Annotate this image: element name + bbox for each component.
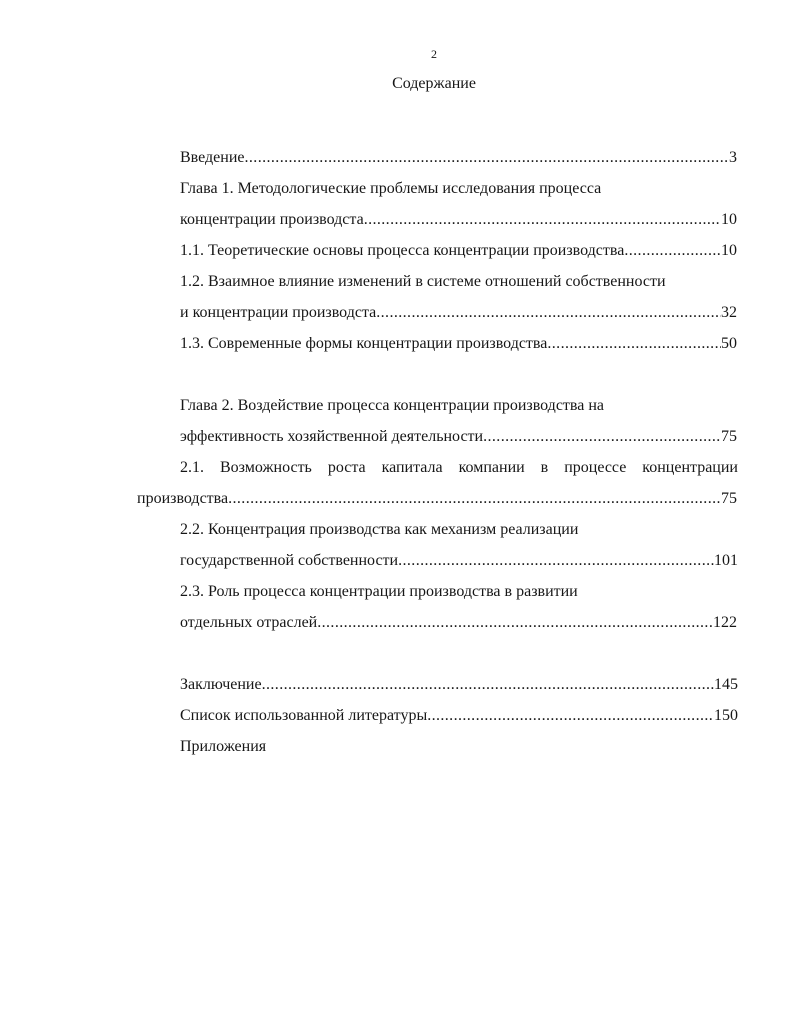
toc-word: 2.1.	[180, 459, 204, 476]
toc-word: компании	[458, 459, 525, 476]
toc-section-2-2-title[interactable]: 2.2. Концентрация производства как механизм реализации	[180, 521, 579, 538]
toc-entry-section-1-3[interactable]	[180, 334, 737, 354]
toc-entry-conclusion[interactable]	[180, 675, 738, 695]
toc-word: концентрации	[642, 459, 738, 476]
page-number: 2	[431, 47, 437, 61]
toc-entry-label: эффективность хозяйственной деятельности	[180, 428, 484, 445]
toc-leader-dots	[547, 334, 721, 354]
toc-leader-dots	[376, 303, 721, 323]
toc-leader-dots	[427, 706, 714, 726]
toc-entry-chapter-2[interactable]	[180, 427, 737, 447]
toc-chapter-2-title[interactable]: Глава 2. Воздействие процесса концентрации производства на	[180, 397, 605, 414]
toc-section-2-3-title[interactable]: 2.3. Роль процесса концентрации производства в развитии	[180, 583, 578, 600]
toc-entry-section-1-2[interactable]	[180, 303, 737, 323]
toc-entry-section-2-2[interactable]	[180, 551, 738, 571]
toc-entry-section-2-3[interactable]	[180, 613, 737, 633]
toc-entry-appendix[interactable]: Приложения	[180, 738, 267, 755]
toc-leader-dots	[245, 148, 730, 168]
toc-word: в	[540, 459, 549, 476]
toc-page-number: 32	[721, 304, 737, 321]
toc-leader-dots	[228, 489, 721, 509]
toc-leader-dots	[317, 613, 713, 633]
toc-leader-dots	[262, 675, 714, 695]
toc-page-number: 145	[714, 676, 738, 693]
toc-page-number: 101	[714, 552, 738, 569]
toc-page-number: 75	[721, 490, 737, 507]
toc-entry-label: концентрации производста	[180, 211, 364, 228]
toc-page-number: 75	[721, 428, 737, 445]
toc-page-number: 50	[721, 335, 737, 352]
toc-entry-label: 1.3. Современные формы концентрации производства	[180, 335, 548, 352]
toc-entry-label: Заключение	[180, 676, 262, 693]
toc-entry-label: Список использованной литературы	[180, 707, 428, 724]
toc-entry-chapter-1[interactable]	[180, 210, 737, 230]
toc-leader-dots	[364, 210, 721, 230]
toc-page-number: 10	[721, 242, 737, 259]
toc-entry-label: и концентрации производста	[180, 304, 377, 321]
toc-word: капитала	[381, 459, 443, 476]
toc-entry-label: производства	[137, 490, 229, 507]
toc-entry-label: 1.1. Теоретические основы процесса концентрации производства	[180, 242, 625, 259]
toc-word: Возможность	[219, 459, 312, 476]
toc-page-number: 122	[713, 614, 737, 631]
toc-section-2-1-title[interactable]	[180, 458, 738, 478]
toc-entry-intro[interactable]	[180, 148, 737, 168]
toc-leader-dots	[483, 427, 721, 447]
toc-entry-section-1-1[interactable]	[180, 241, 737, 261]
toc-page-number: 3	[729, 149, 737, 166]
toc-word: процессе	[564, 459, 627, 476]
toc-section-1-2-title[interactable]: 1.2. Взаимное влияние изменений в системе отношений собственности	[180, 273, 666, 290]
toc-page-number: 10	[721, 211, 737, 228]
toc-chapter-1-title[interactable]: Глава 1. Методологические проблемы исследования процесса	[180, 180, 602, 197]
toc-entry-label: государственной собственности	[180, 552, 399, 569]
toc-entry-section-2-1[interactable]	[137, 489, 737, 509]
toc-leader-dots	[398, 551, 714, 571]
toc-page-number: 150	[714, 707, 738, 724]
toc-entry-label: Введение	[180, 149, 245, 166]
toc-leader-dots	[624, 241, 721, 261]
toc-entry-bibliography[interactable]	[180, 706, 738, 726]
toc-word: роста	[327, 459, 366, 476]
page-title: Содержание	[392, 75, 476, 92]
toc-entry-label: отдельных отраслей	[180, 614, 318, 631]
